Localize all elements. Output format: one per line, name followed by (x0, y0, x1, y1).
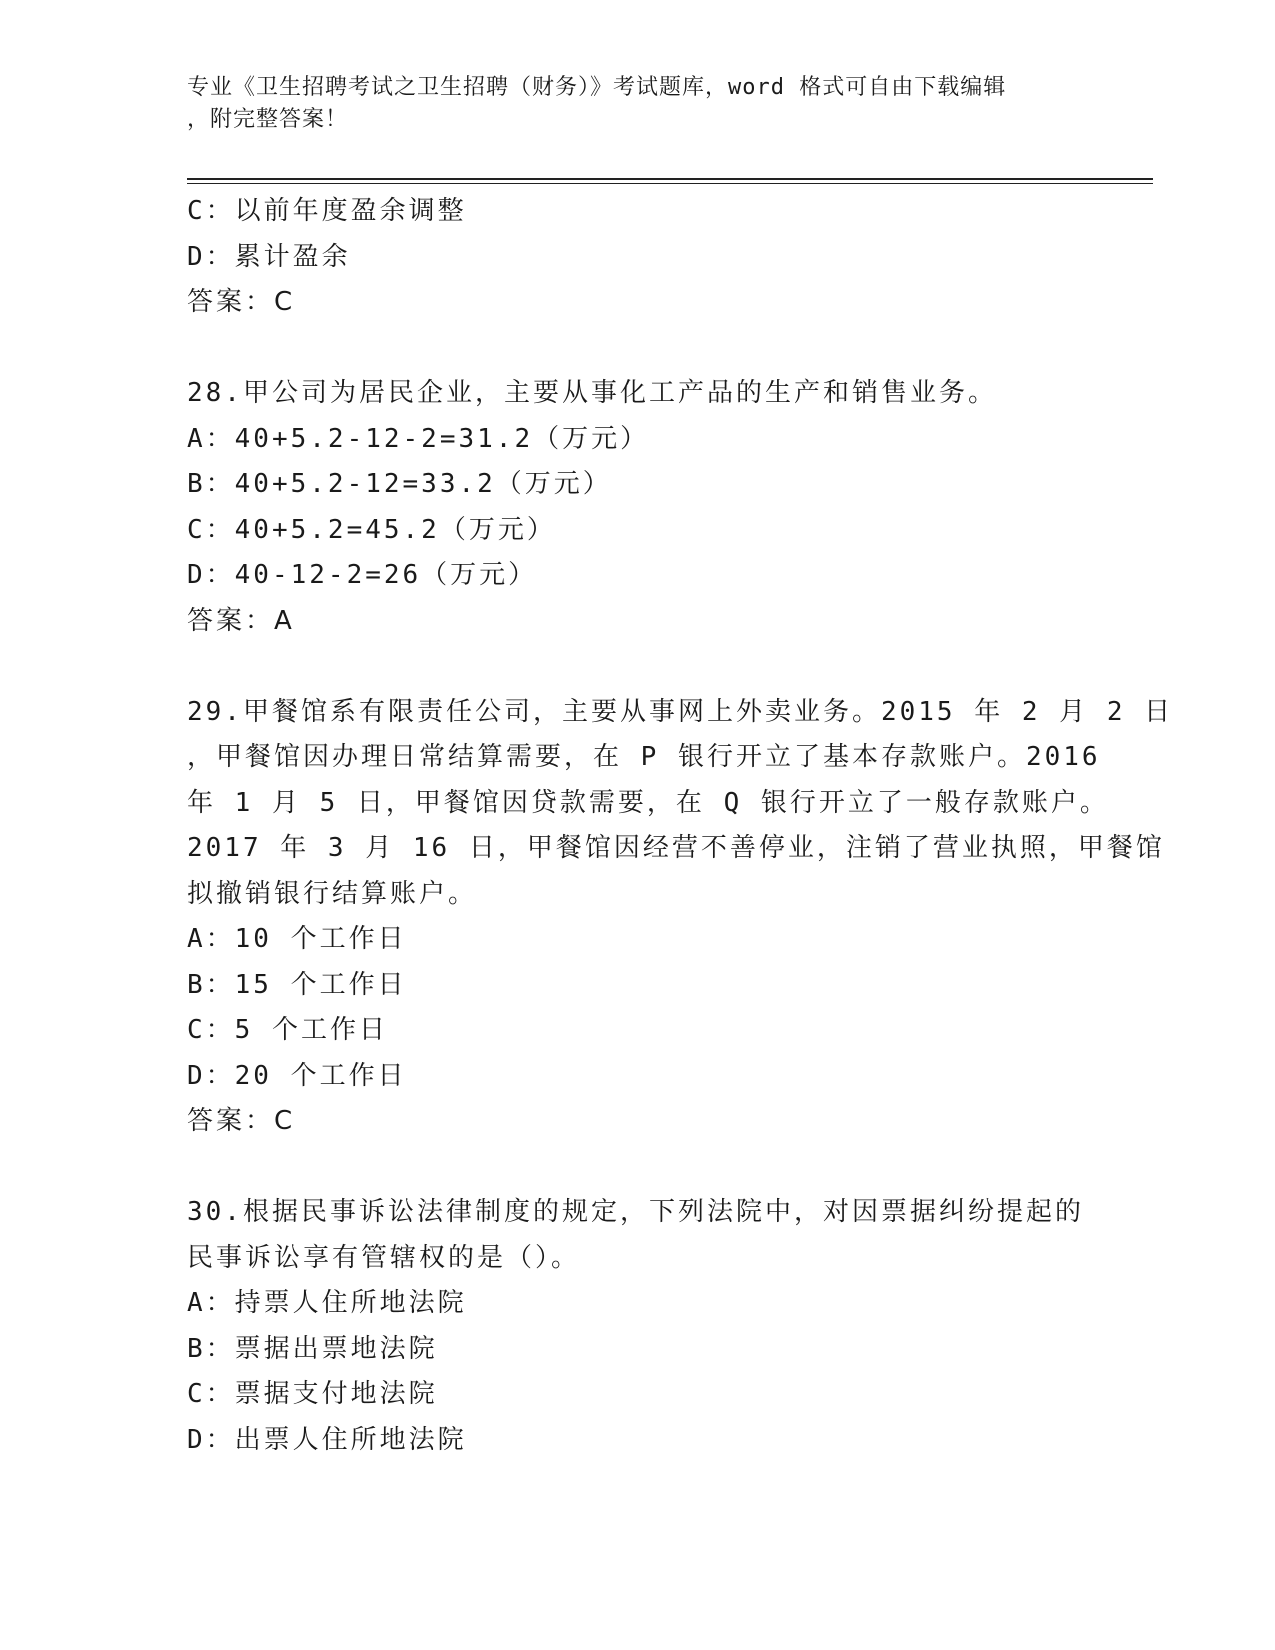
question-30 (187, 1190, 1087, 1463)
option-d: D：20 个工作日 (187, 1060, 407, 1091)
option-d: D：40-12-2=26（万元） (187, 560, 538, 590)
option-c: C：5 个工作日 (187, 1015, 388, 1045)
question-stem-line: 年 1 月 5 日，甲餐馆因贷款需要，在 Q 银行开立了一般存款账户。 (187, 787, 1109, 818)
answer: 答案：C (187, 1106, 296, 1136)
document-header (187, 72, 1077, 136)
question-stem-line: 30.根据民事诉讼法律制度的规定，下列法院中，对因票据纠纷提起的 (187, 1197, 1084, 1227)
question-list (187, 189, 1174, 1463)
header-line-2: ，附完整答案！ (187, 107, 349, 132)
question-29 (187, 690, 1174, 1145)
option-c: C：以前年度盈余调整 (187, 196, 467, 226)
option-a: A：持票人住所地法院 (187, 1288, 467, 1318)
option-b: B：票据出票地法院 (187, 1333, 438, 1364)
answer: 答案：A (187, 605, 295, 636)
option-b: B：15 个工作日 (187, 969, 407, 1000)
option-c: C：40+5.2=45.2（万元） (187, 514, 556, 545)
question-stem-line: 29.甲餐馆系有限责任公司，主要从事网上外卖业务。2015 年 2 月 2 日 (187, 696, 1174, 727)
option-d: D：出票人住所地法院 (187, 1424, 467, 1455)
question-stem-line: 拟撤销银行结算账户。 (187, 878, 478, 909)
option-b: B：40+5.2-12=33.2（万元） (187, 469, 612, 499)
option-a: A：10 个工作日 (187, 924, 407, 954)
question-stem-line: 2017 年 3 月 16 日，甲餐馆因经营不善停业，注销了营业执照，甲餐馆 (187, 833, 1165, 863)
question-27-tail (187, 189, 1087, 326)
header-divider-thin (187, 183, 1153, 184)
header-divider (187, 178, 1153, 180)
question-stem-line: 民事诉讼享有管辖权的是（）。 (187, 1242, 581, 1273)
header-line-1: 专业《卫生招聘考试之卫生招聘（财务）》考试题库，word 格式可自由下载编辑 (187, 75, 1007, 100)
question-stem-line: ，甲餐馆因办理日常结算需要，在 P 银行开立了基本存款账户。2016 (187, 742, 1101, 772)
option-a: A：40+5.2-12-2=31.2（万元） (187, 423, 650, 454)
option-d: D：累计盈余 (187, 241, 351, 272)
option-c: C：票据支付地法院 (187, 1379, 438, 1409)
question-28 (187, 371, 1087, 644)
question-stem: 28.甲公司为居民企业，主要从事化工产品的生产和销售业务。 (187, 378, 997, 408)
answer: 答案：C (187, 287, 296, 317)
